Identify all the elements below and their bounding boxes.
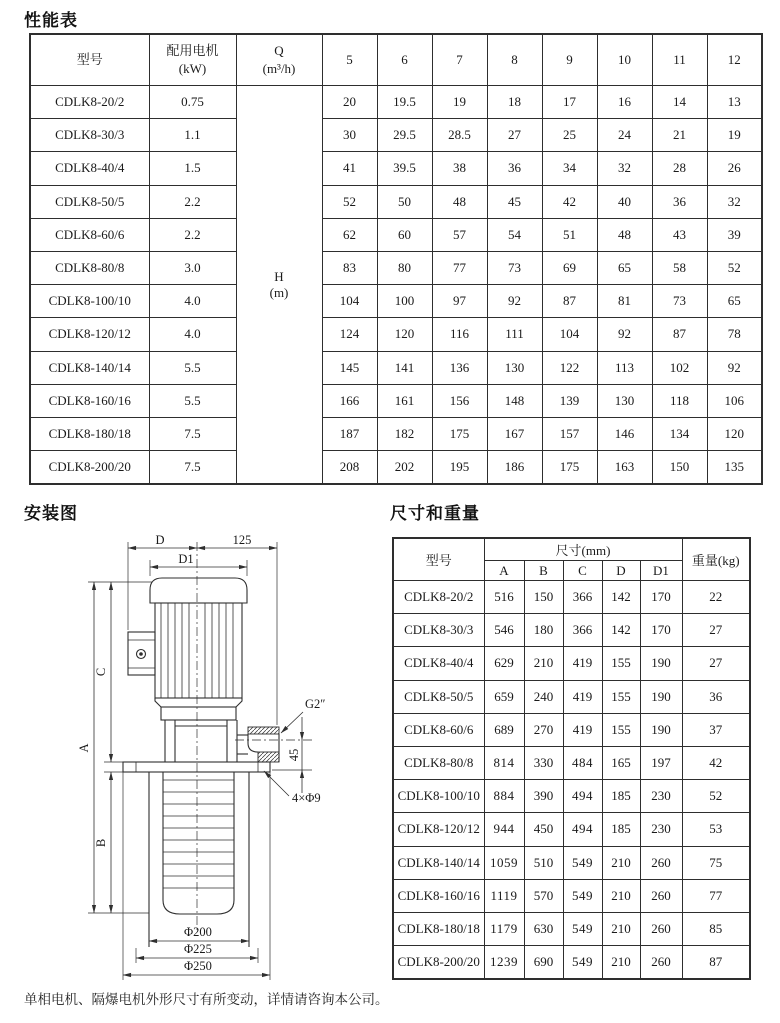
head-value-cell: 118 bbox=[652, 384, 707, 417]
dim-value-cell: 659 bbox=[484, 680, 524, 713]
head-value-cell: 97 bbox=[432, 285, 487, 318]
dim-value-cell: 516 bbox=[484, 581, 524, 614]
dims-row bbox=[393, 879, 750, 912]
head-value-cell: 145 bbox=[322, 351, 377, 384]
dim-value-cell: 260 bbox=[640, 946, 682, 980]
motor-base-chamfer bbox=[155, 698, 242, 707]
model-cell: CDLK8-160/16 bbox=[393, 879, 484, 912]
model-cell: CDLK8-80/8 bbox=[30, 251, 149, 284]
dim-value-cell: 484 bbox=[563, 746, 602, 779]
weight-cell: 27 bbox=[682, 614, 750, 647]
perf-row bbox=[30, 285, 762, 318]
dim-label-d1: D1 bbox=[178, 552, 194, 566]
head-value-cell: 34 bbox=[542, 152, 597, 185]
dim-value-cell: 150 bbox=[524, 581, 563, 614]
dims-col-letter: D1 bbox=[640, 561, 682, 581]
head-unit-cell: H (m) bbox=[236, 86, 322, 485]
perf-row bbox=[30, 119, 762, 152]
weight-cell: 53 bbox=[682, 813, 750, 846]
head-value-cell: 69 bbox=[542, 251, 597, 284]
head-value-cell: 83 bbox=[322, 251, 377, 284]
model-cell: CDLK8-120/12 bbox=[30, 318, 149, 351]
dim-value-cell: 549 bbox=[563, 846, 602, 879]
dim-value-cell: 190 bbox=[640, 680, 682, 713]
head-value-cell: 130 bbox=[597, 384, 652, 417]
dim-value-cell: 185 bbox=[602, 813, 640, 846]
dim-value-cell: 630 bbox=[524, 912, 563, 945]
dim-value-cell: 510 bbox=[524, 846, 563, 879]
dim-value-cell: 210 bbox=[602, 946, 640, 980]
dim-label-125: 125 bbox=[232, 533, 252, 547]
head-value-cell: 120 bbox=[707, 417, 762, 450]
dim-value-cell: 494 bbox=[563, 780, 602, 813]
head-value-cell: 50 bbox=[377, 185, 432, 218]
model-cell: CDLK8-30/3 bbox=[393, 614, 484, 647]
head-value-cell: 39.5 bbox=[377, 152, 432, 185]
weight-cell: 42 bbox=[682, 746, 750, 779]
head-value-cell: 20 bbox=[322, 86, 377, 119]
mounting-flange bbox=[123, 762, 270, 772]
dims-row bbox=[393, 581, 750, 614]
dim-value-cell: 210 bbox=[602, 879, 640, 912]
dim-value-cell: 270 bbox=[524, 713, 563, 746]
dim-value-cell: 142 bbox=[602, 614, 640, 647]
model-cell: CDLK8-20/2 bbox=[30, 86, 149, 119]
junction-box bbox=[128, 632, 155, 675]
dim-value-cell: 1179 bbox=[484, 912, 524, 945]
dim-value-cell: 1059 bbox=[484, 846, 524, 879]
model-cell: CDLK8-180/18 bbox=[393, 912, 484, 945]
head-value-cell: 29.5 bbox=[377, 119, 432, 152]
dims-col-letter: D bbox=[602, 561, 640, 581]
head-value-cell: 43 bbox=[652, 218, 707, 251]
head-value-cell: 175 bbox=[432, 417, 487, 450]
head-value-cell: 87 bbox=[542, 285, 597, 318]
weight-cell: 87 bbox=[682, 946, 750, 980]
head-value-cell: 161 bbox=[377, 384, 432, 417]
head-value-cell: 36 bbox=[652, 185, 707, 218]
head-value-cell: 27 bbox=[487, 119, 542, 152]
head-value-cell: 116 bbox=[432, 318, 487, 351]
head-value-cell: 41 bbox=[322, 152, 377, 185]
head-value-cell: 106 bbox=[707, 384, 762, 417]
motor-cap bbox=[150, 578, 247, 603]
dims-row bbox=[393, 946, 750, 980]
dimensions-table bbox=[392, 537, 751, 980]
perf-col-flow: 7 bbox=[432, 34, 487, 86]
dim-value-cell: 210 bbox=[602, 912, 640, 945]
dim-value-cell: 549 bbox=[563, 879, 602, 912]
perf-col-model: 型号 bbox=[30, 34, 149, 86]
dim-value-cell: 944 bbox=[484, 813, 524, 846]
head-value-cell: 139 bbox=[542, 384, 597, 417]
head-value-cell: 32 bbox=[597, 152, 652, 185]
pipe-thread-label: G2″ bbox=[305, 697, 326, 711]
motor-kw-cell: 4.0 bbox=[149, 318, 236, 351]
dim-value-cell: 570 bbox=[524, 879, 563, 912]
head-value-cell: 102 bbox=[652, 351, 707, 384]
dim-label-phi225: Φ225 bbox=[184, 942, 212, 956]
model-cell: CDLK8-160/16 bbox=[30, 384, 149, 417]
head-value-cell: 104 bbox=[542, 318, 597, 351]
head-value-cell: 73 bbox=[487, 251, 542, 284]
head-value-cell: 65 bbox=[597, 251, 652, 284]
perf-row bbox=[30, 318, 762, 351]
dim-value-cell: 170 bbox=[640, 614, 682, 647]
head-value-cell: 111 bbox=[487, 318, 542, 351]
head-value-cell: 202 bbox=[377, 451, 432, 485]
head-value-cell: 17 bbox=[542, 86, 597, 119]
head-value-cell: 25 bbox=[542, 119, 597, 152]
perf-row bbox=[30, 384, 762, 417]
head-value-cell: 26 bbox=[707, 152, 762, 185]
head-value-cell: 81 bbox=[597, 285, 652, 318]
dims-row bbox=[393, 780, 750, 813]
head-value-cell: 141 bbox=[377, 351, 432, 384]
dim-value-cell: 210 bbox=[602, 846, 640, 879]
dims-header-row-1 bbox=[393, 538, 750, 561]
weight-cell: 37 bbox=[682, 713, 750, 746]
dim-value-cell: 170 bbox=[640, 581, 682, 614]
dims-row bbox=[393, 912, 750, 945]
perf-row bbox=[30, 185, 762, 218]
perf-row bbox=[30, 417, 762, 450]
performance-table bbox=[29, 33, 763, 485]
dims-col-letter: B bbox=[524, 561, 563, 581]
dims-col-letter: C bbox=[563, 561, 602, 581]
head-value-cell: 30 bbox=[322, 119, 377, 152]
head-value-cell: 62 bbox=[322, 218, 377, 251]
motor-kw-cell: 5.5 bbox=[149, 384, 236, 417]
motor-base-plate bbox=[161, 707, 236, 720]
perf-row bbox=[30, 218, 762, 251]
dim-value-cell: 629 bbox=[484, 647, 524, 680]
perf-col-flow: 8 bbox=[487, 34, 542, 86]
head-value-cell: 58 bbox=[652, 251, 707, 284]
dim-value-cell: 260 bbox=[640, 879, 682, 912]
motor-kw-cell: 0.75 bbox=[149, 86, 236, 119]
dim-value-cell: 546 bbox=[484, 614, 524, 647]
motor-kw-cell: 5.5 bbox=[149, 351, 236, 384]
dim-value-cell: 230 bbox=[640, 780, 682, 813]
head-value-cell: 78 bbox=[707, 318, 762, 351]
motor-kw-cell: 1.5 bbox=[149, 152, 236, 185]
dim-value-cell: 185 bbox=[602, 780, 640, 813]
head-value-cell: 77 bbox=[432, 251, 487, 284]
installation-section-title: 安装图 bbox=[24, 504, 78, 523]
head-value-cell: 167 bbox=[487, 417, 542, 450]
motor-kw-cell: 2.2 bbox=[149, 218, 236, 251]
perf-row bbox=[30, 351, 762, 384]
perf-row bbox=[30, 152, 762, 185]
weight-cell: 22 bbox=[682, 581, 750, 614]
dimensions-section-title: 尺寸和重量 bbox=[390, 504, 480, 523]
dim-value-cell: 419 bbox=[563, 713, 602, 746]
dim-label-a: A bbox=[77, 743, 91, 753]
pump-head bbox=[165, 720, 248, 762]
dim-value-cell: 210 bbox=[524, 647, 563, 680]
dim-label-d: D bbox=[155, 533, 165, 547]
model-cell: CDLK8-100/10 bbox=[393, 780, 484, 813]
head-value-cell: 157 bbox=[542, 417, 597, 450]
perf-header-row bbox=[30, 34, 762, 86]
dims-row bbox=[393, 614, 750, 647]
dim-label-phi250: Φ250 bbox=[184, 959, 212, 973]
model-cell: CDLK8-30/3 bbox=[30, 119, 149, 152]
dim-value-cell: 180 bbox=[524, 614, 563, 647]
motor-kw-cell: 1.1 bbox=[149, 119, 236, 152]
head-value-cell: 48 bbox=[432, 185, 487, 218]
model-cell: CDLK8-60/6 bbox=[30, 218, 149, 251]
model-cell: CDLK8-140/14 bbox=[393, 846, 484, 879]
dim-value-cell: 689 bbox=[484, 713, 524, 746]
dim-value-cell: 155 bbox=[602, 680, 640, 713]
head-value-cell: 36 bbox=[487, 152, 542, 185]
perf-col-flow: 9 bbox=[542, 34, 597, 86]
head-value-cell: 92 bbox=[487, 285, 542, 318]
perf-col-flow: 12 bbox=[707, 34, 762, 86]
dim-value-cell: 366 bbox=[563, 581, 602, 614]
head-value-cell: 148 bbox=[487, 384, 542, 417]
model-cell: CDLK8-50/5 bbox=[30, 185, 149, 218]
head-value-cell: 18 bbox=[487, 86, 542, 119]
head-value-cell: 21 bbox=[652, 119, 707, 152]
dims-col-weight: 重量(kg) bbox=[682, 538, 750, 581]
head-value-cell: 16 bbox=[597, 86, 652, 119]
dims-row bbox=[393, 846, 750, 879]
dims-col-letter: A bbox=[484, 561, 524, 581]
dim-value-cell: 494 bbox=[563, 813, 602, 846]
dim-value-cell: 230 bbox=[640, 813, 682, 846]
dims-row bbox=[393, 647, 750, 680]
dims-col-model: 型号 bbox=[393, 538, 484, 581]
dim-label-45: 45 bbox=[287, 748, 301, 762]
model-cell: CDLK8-120/12 bbox=[393, 813, 484, 846]
head-value-cell: 52 bbox=[707, 251, 762, 284]
dim-value-cell: 366 bbox=[563, 614, 602, 647]
head-value-cell: 100 bbox=[377, 285, 432, 318]
model-cell: CDLK8-50/5 bbox=[393, 680, 484, 713]
installation-diagram bbox=[30, 530, 380, 985]
perf-col-motor: 配用电机 (kW) bbox=[149, 34, 236, 86]
dim-label-b: B bbox=[94, 838, 108, 848]
motor-drawing bbox=[150, 578, 247, 720]
head-value-cell: 60 bbox=[377, 218, 432, 251]
perf-col-flow: 6 bbox=[377, 34, 432, 86]
head-value-cell: 134 bbox=[652, 417, 707, 450]
model-cell: CDLK8-40/4 bbox=[30, 152, 149, 185]
dims-row bbox=[393, 680, 750, 713]
head-value-cell: 80 bbox=[377, 251, 432, 284]
dim-value-cell: 330 bbox=[524, 746, 563, 779]
perf-col-flow: 10 bbox=[597, 34, 652, 86]
model-cell: CDLK8-80/8 bbox=[393, 746, 484, 779]
perf-col-flow: 11 bbox=[652, 34, 707, 86]
head-value-cell: 135 bbox=[707, 451, 762, 485]
head-value-cell: 28 bbox=[652, 152, 707, 185]
dim-value-cell: 260 bbox=[640, 912, 682, 945]
head-value-cell: 113 bbox=[597, 351, 652, 384]
motor-kw-cell: 7.5 bbox=[149, 451, 236, 485]
pump-barrel bbox=[149, 772, 249, 947]
head-value-cell: 13 bbox=[707, 86, 762, 119]
head-value-cell: 195 bbox=[432, 451, 487, 485]
dims-row bbox=[393, 813, 750, 846]
model-cell: CDLK8-180/18 bbox=[30, 417, 149, 450]
head-value-cell: 182 bbox=[377, 417, 432, 450]
head-value-cell: 208 bbox=[322, 451, 377, 485]
dim-value-cell: 450 bbox=[524, 813, 563, 846]
dimension-annotations bbox=[77, 533, 325, 980]
dim-value-cell: 1119 bbox=[484, 879, 524, 912]
model-cell: CDLK8-20/2 bbox=[393, 581, 484, 614]
perf-row bbox=[30, 451, 762, 485]
model-cell: CDLK8-140/14 bbox=[30, 351, 149, 384]
dim-value-cell: 190 bbox=[640, 713, 682, 746]
perf-col-flow: 5 bbox=[322, 34, 377, 86]
dim-value-cell: 549 bbox=[563, 946, 602, 980]
head-value-cell: 45 bbox=[487, 185, 542, 218]
head-value-cell: 24 bbox=[597, 119, 652, 152]
motor-kw-cell: 4.0 bbox=[149, 285, 236, 318]
dim-value-cell: 884 bbox=[484, 780, 524, 813]
head-value-cell: 39 bbox=[707, 218, 762, 251]
head-value-cell: 124 bbox=[322, 318, 377, 351]
barrel-bottom bbox=[163, 900, 234, 914]
dims-row bbox=[393, 713, 750, 746]
dim-value-cell: 240 bbox=[524, 680, 563, 713]
dims-col-group: 尺寸(mm) bbox=[484, 538, 682, 561]
head-value-cell: 104 bbox=[322, 285, 377, 318]
dim-value-cell: 155 bbox=[602, 713, 640, 746]
dim-value-cell: 190 bbox=[640, 647, 682, 680]
head-value-cell: 52 bbox=[322, 185, 377, 218]
head-value-cell: 150 bbox=[652, 451, 707, 485]
head-value-cell: 38 bbox=[432, 152, 487, 185]
head-value-cell: 65 bbox=[707, 285, 762, 318]
head-value-cell: 54 bbox=[487, 218, 542, 251]
head-value-cell: 136 bbox=[432, 351, 487, 384]
head-value-cell: 48 bbox=[597, 218, 652, 251]
dim-value-cell: 690 bbox=[524, 946, 563, 980]
weight-cell: 52 bbox=[682, 780, 750, 813]
head-value-cell: 186 bbox=[487, 451, 542, 485]
head-value-cell: 122 bbox=[542, 351, 597, 384]
perf-row bbox=[30, 251, 762, 284]
dim-value-cell: 142 bbox=[602, 581, 640, 614]
motor-kw-cell: 7.5 bbox=[149, 417, 236, 450]
dim-value-cell: 1239 bbox=[484, 946, 524, 980]
footer-note: 单相电机、隔爆电机外形尺寸有所变动，详情请咨询本公司。 bbox=[24, 992, 389, 1007]
head-value-cell: 73 bbox=[652, 285, 707, 318]
model-cell: CDLK8-60/6 bbox=[393, 713, 484, 746]
head-value-cell: 28.5 bbox=[432, 119, 487, 152]
head-value-cell: 163 bbox=[597, 451, 652, 485]
dim-value-cell: 549 bbox=[563, 912, 602, 945]
head-value-cell: 19 bbox=[707, 119, 762, 152]
head-value-cell: 175 bbox=[542, 451, 597, 485]
bolt-holes-label: 4×Φ9 bbox=[292, 791, 321, 805]
perf-row bbox=[30, 86, 762, 119]
performance-section-title: 性能表 bbox=[24, 11, 78, 30]
perf-col-flow-q: Q (m³/h) bbox=[236, 34, 322, 86]
dim-label-c: C bbox=[94, 667, 108, 677]
weight-cell: 36 bbox=[682, 680, 750, 713]
weight-cell: 77 bbox=[682, 879, 750, 912]
model-cell: CDLK8-40/4 bbox=[393, 647, 484, 680]
dim-value-cell: 155 bbox=[602, 647, 640, 680]
head-value-cell: 42 bbox=[542, 185, 597, 218]
head-value-cell: 87 bbox=[652, 318, 707, 351]
weight-cell: 27 bbox=[682, 647, 750, 680]
dim-value-cell: 419 bbox=[563, 680, 602, 713]
dim-value-cell: 260 bbox=[640, 846, 682, 879]
model-cell: CDLK8-100/10 bbox=[30, 285, 149, 318]
head-value-cell: 51 bbox=[542, 218, 597, 251]
head-value-cell: 187 bbox=[322, 417, 377, 450]
head-value-cell: 40 bbox=[597, 185, 652, 218]
weight-cell: 75 bbox=[682, 846, 750, 879]
head-value-cell: 14 bbox=[652, 86, 707, 119]
motor-kw-cell: 2.2 bbox=[149, 185, 236, 218]
head-value-cell: 92 bbox=[597, 318, 652, 351]
dim-value-cell: 165 bbox=[602, 746, 640, 779]
dims-row bbox=[393, 746, 750, 779]
dim-value-cell: 390 bbox=[524, 780, 563, 813]
head-value-cell: 57 bbox=[432, 218, 487, 251]
dim-value-cell: 814 bbox=[484, 746, 524, 779]
head-value-cell: 19 bbox=[432, 86, 487, 119]
head-value-cell: 146 bbox=[597, 417, 652, 450]
motor-kw-cell: 3.0 bbox=[149, 251, 236, 284]
model-cell: CDLK8-200/20 bbox=[393, 946, 484, 980]
barrel-stages bbox=[163, 780, 234, 888]
head-value-cell: 19.5 bbox=[377, 86, 432, 119]
dim-label-phi200: Φ200 bbox=[184, 925, 212, 939]
head-value-cell: 166 bbox=[322, 384, 377, 417]
head-value-cell: 130 bbox=[487, 351, 542, 384]
head-value-cell: 120 bbox=[377, 318, 432, 351]
head-value-cell: 156 bbox=[432, 384, 487, 417]
head-value-cell: 32 bbox=[707, 185, 762, 218]
head-value-cell: 92 bbox=[707, 351, 762, 384]
dim-value-cell: 197 bbox=[640, 746, 682, 779]
weight-cell: 85 bbox=[682, 912, 750, 945]
dim-value-cell: 419 bbox=[563, 647, 602, 680]
model-cell: CDLK8-200/20 bbox=[30, 451, 149, 485]
